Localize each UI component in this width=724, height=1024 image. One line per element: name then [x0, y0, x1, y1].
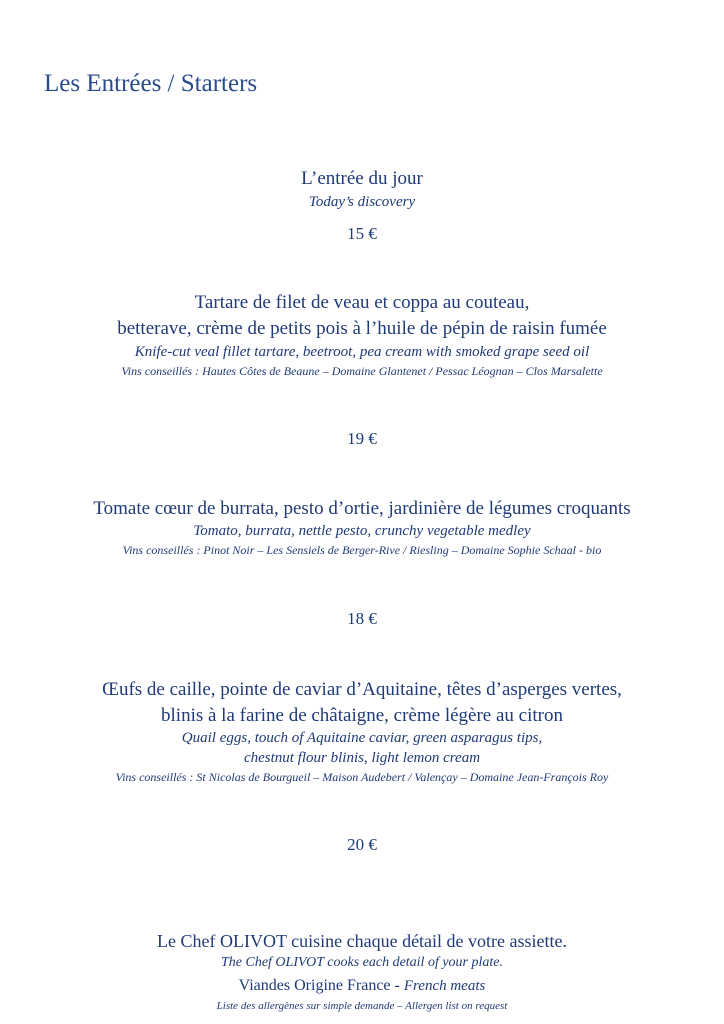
- dish-name-en: Tomato, burrata, nettle pesto, crunchy vegetable medley: [193, 523, 531, 539]
- chef-statement-en: The Chef OLIVOT cooks each detail of your plate.: [220, 955, 503, 970]
- dish-name-fr: Œufs de caille, pointe de caviar d’Aquitaine, têtes d’asperges vertes,: [102, 679, 622, 700]
- dish-name-fr: Tomate cœur de burrata, pesto d’ortie, jardinière de légumes croquants: [93, 498, 631, 519]
- dish-name-fr: betterave, crème de petits pois à l’huile de pépin de raisin fumée: [117, 318, 607, 339]
- dish-price: 19 €: [347, 429, 377, 448]
- dish-name-en: Quail eggs, touch of Aquitaine caviar, green asparagus tips,: [181, 730, 543, 746]
- meat-origin: [0, 977, 724, 995]
- wine-pairing: Vins conseillés : Pinot Noir – Les Sensiels de Berger-Rive / Riesling – Domaine Sophie Schaal - bio: [122, 543, 602, 557]
- meat-origin-fr: Viandes Origine France: [238, 977, 391, 994]
- wine-pairing: Vins conseillés : Hautes Côtes de Beaune – Domaine Glantenet / Pessac Léognan – Clos Marsalette: [121, 364, 603, 378]
- chef-statement-fr: Le Chef OLIVOT cuisine chaque détail de votre assiette.: [156, 931, 568, 951]
- allergen-note: Liste des allergènes sur simple demande – Allergen list on request: [216, 1000, 508, 1012]
- meat-origin-en: French meats: [403, 978, 486, 994]
- dish-name-fr: blinis à la farine de châtaigne, crème légère au citron: [161, 705, 563, 726]
- dish-price: 15 €: [347, 224, 377, 243]
- dish-name-fr: L’entrée du jour: [301, 168, 423, 189]
- wine-pairing: Vins conseillés : St Nicolas de Bourgueil – Maison Audebert / Valençay – Domaine Jean-François Roy: [115, 770, 609, 784]
- dish-name-en: Knife-cut veal fillet tartare, beetroot, pea cream with smoked grape seed oil: [134, 344, 590, 360]
- dish-name-en: Today’s discovery: [308, 194, 416, 210]
- section-title: Les Entrées / Starters: [44, 70, 258, 97]
- dish-price: 20 €: [347, 835, 377, 854]
- separator: -: [394, 977, 400, 994]
- dish-name-fr: Tartare de filet de veau et coppa au couteau,: [194, 292, 530, 313]
- dish-name-en: chestnut flour blinis, light lemon cream: [243, 750, 481, 766]
- dish-price: 18 €: [347, 609, 377, 628]
